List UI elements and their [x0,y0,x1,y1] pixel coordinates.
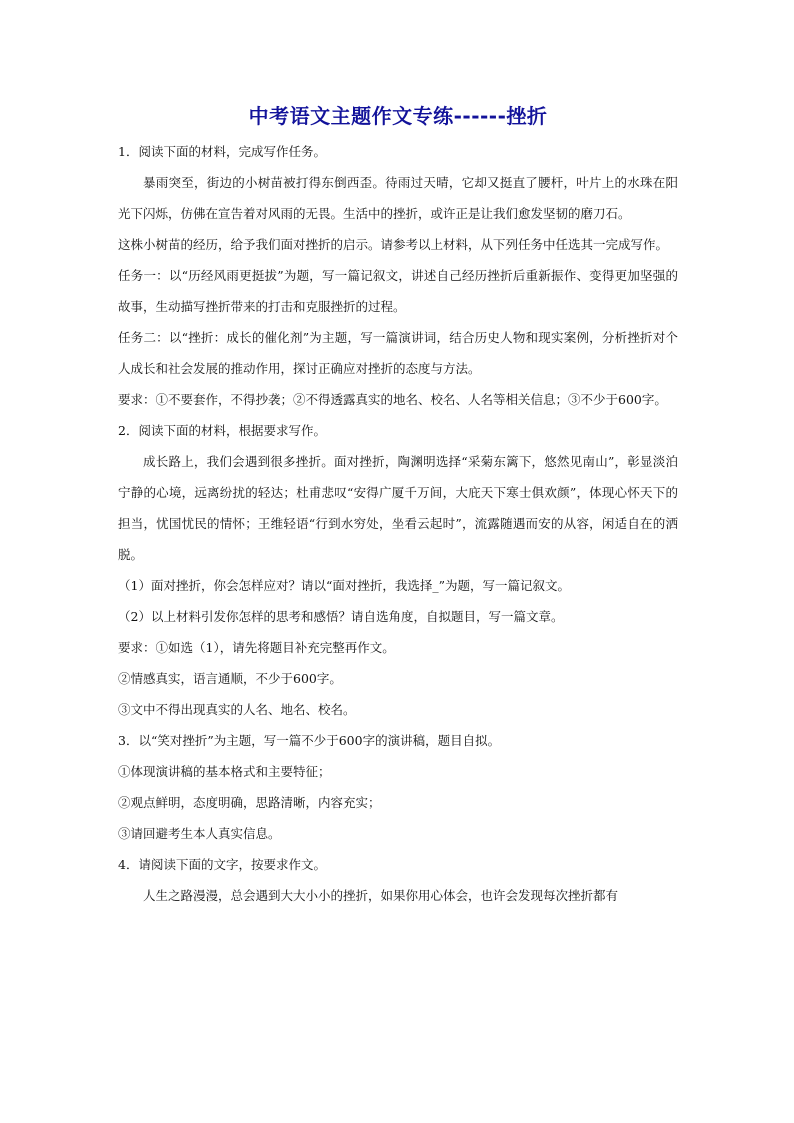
paragraph-task2-material: 成长路上，我们会遇到很多挫折。面对挫折，陶渊明选择“采菊东篱下，悠然见南山”，彰显淡泊宁静的心境，远离纷扰的轻达；杜甫悲叹“安得广厦千万间，大庇天下寒士俱欢颜”，体现心怀天下的担当，忧国忧民的情怀；王维轻语“行到水穷处，坐看云起时”，流露随遇而安的从容，闲适自在的洒脱。 [118,454,678,562]
paragraph-task1-prompt: 这株小树苗的经历，给予我们面对挫折的启示。请参考以上材料，从下列任务中任选其一完成写作。 [118,237,669,252]
paragraph-task4-heading: 4．请阅读下面的文字，按要求作文。 [118,857,326,872]
paragraph-task2-requirement-1: 要求：①如选（1），请先将题目补充完整再作文。 [118,640,395,655]
paragraph-task1-heading: 1．阅读下面的材料，完成写作任务。 [118,144,326,159]
paragraph-task3-requirement-3: ③请回避考生本人真实信息。 [118,826,281,841]
paragraph-task3-requirement-1: ①体现演讲稿的基本格式和主要特征； [118,764,331,779]
document-title: 中考语文主题作文专练------挫折 [248,104,548,128]
paragraph-task4-material: 人生之路漫漫，总会遇到大大小小的挫折，如果你用心体会，也许会发现每次挫折都有 [143,888,619,903]
paragraph-task3-requirement-2: ②观点鲜明，态度明确，思路清晰，内容充实； [118,795,381,810]
paragraph-task3-heading: 3．以“笑对挫折”为主题，写一篇不少于600字的演讲稿，题目自拟。 [118,733,501,748]
paragraph-task2-option-two: （2）以上材料引发你怎样的思考和感悟？请自选角度，自拟题目，写一篇文章。 [118,609,564,624]
paragraph-task1-option-one: 任务一：以“历经风雨更挺拔”为题，写一篇记叙文，讲述自己经历挫折后重新振作、变得更加坚强的故事，生动描写挫折带来的打击和克服挫折的过程。 [118,268,678,314]
paragraph-task1-material: 暴雨突至，街边的小树苗被打得东倒西歪。待雨过天晴，它却又挺直了腰杆，叶片上的水珠在阳光下闪烁，仿佛在宣告着对风雨的无畏。生活中的挫折，或许正是让我们愈发坚韧的磨刀石。 [118,175,678,221]
paragraph-task2-heading: 2．阅读下面的材料，根据要求写作。 [118,423,326,438]
paragraph-task2-option-one: （1）面对挫折，你会怎样应对？请以“面对挫折，我选择_”为题，写一篇记叙文。 [118,578,570,593]
paragraph-task2-requirement-3: ③文中不得出现真实的人名、地名、校名。 [118,702,356,717]
document-page [118,98,678,911]
paragraph-task1-option-two: 任务二：以“挫折：成长的催化剂”为主题，写一篇演讲词，结合历史人物和现实案例，分析挫折对个人成长和社会发展的推动作用，探讨正确应对挫折的态度与方法。 [118,330,678,376]
paragraph-task2-requirement-2: ②情感真实，语言通顺，不少于600字。 [118,671,342,686]
paragraph-task1-requirements: 要求：①不要套作，不得抄袭；②不得透露真实的地名、校名、人名等相关信息；③不少于600字。 [118,392,667,407]
